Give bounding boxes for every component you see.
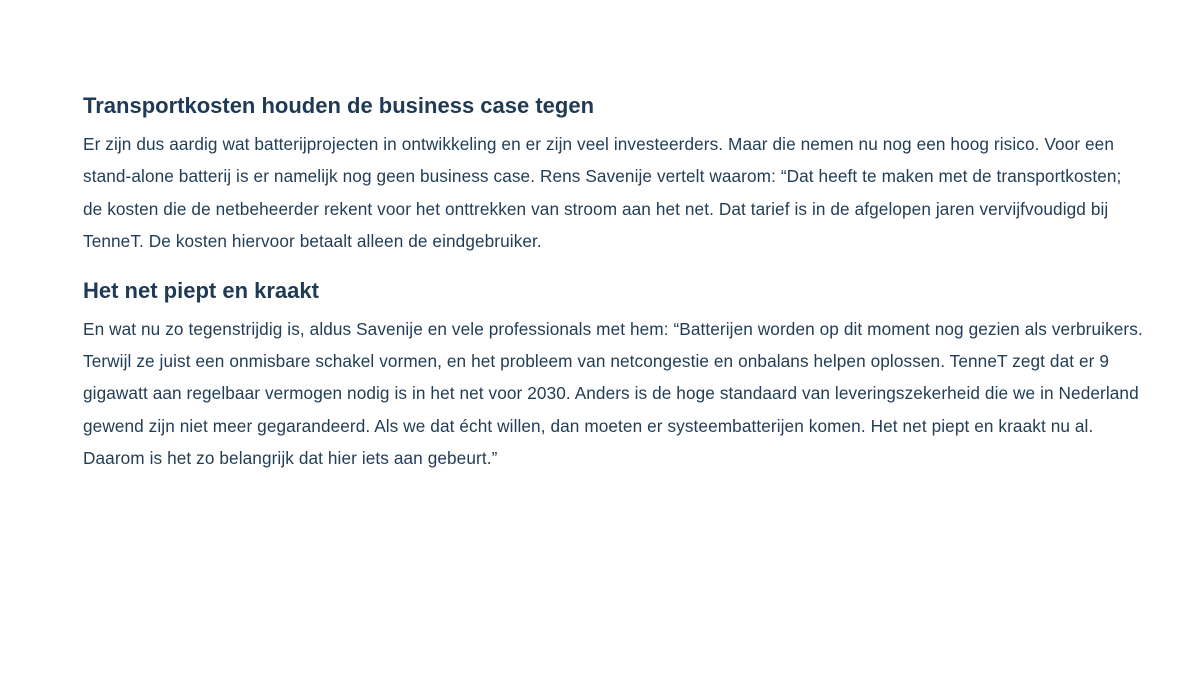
section-transportkosten (83, 88, 1143, 258)
section-paragraph: Er zijn dus aardig wat batterijprojecten in ontwikkeling en er zijn veel investeerders. Maar die nemen nu nog een hoog risico. Voor een stand-alone batterij is er namelijk nog geen business case. Rens Savenije vertelt waarom: “Dat heeft te maken met de transportkosten; de kosten die de netbeheerder rekent voor het onttrekken van stroom aan het net. Dat tarief is in de afgelopen jaren vervijfvoudigd bij TenneT. De kosten hiervoor betaalt alleen de eindgebruiker. (83, 134, 1122, 252)
section-paragraph: En wat nu zo tegenstrijdig is, aldus Savenije en vele professionals met hem: “Batterijen worden op dit moment nog gezien als verbruikers. Terwijl ze juist een onmisbare schakel vormen, en het probleem van netcongestie en onbalans helpen oplossen. TenneT zegt dat er 9 gigawatt aan regelbaar vermogen nodig is in het net voor 2030. Anders is de hoge standaard van leveringszekerheid die we in Nederland gewend zijn niet meer gegarandeerd. Als we dat écht willen, dan moeten er systeembatterijen komen. Het net piept en kraakt nu al. Daarom is het zo belangrijk dat hier iets aan gebeurt.” (83, 318, 1143, 469)
section-net-piept (83, 273, 1143, 475)
section-heading: Transportkosten houden de business case tegen (83, 93, 595, 118)
article-body (83, 88, 1143, 475)
section-heading: Het net piept en kraakt (83, 277, 319, 303)
